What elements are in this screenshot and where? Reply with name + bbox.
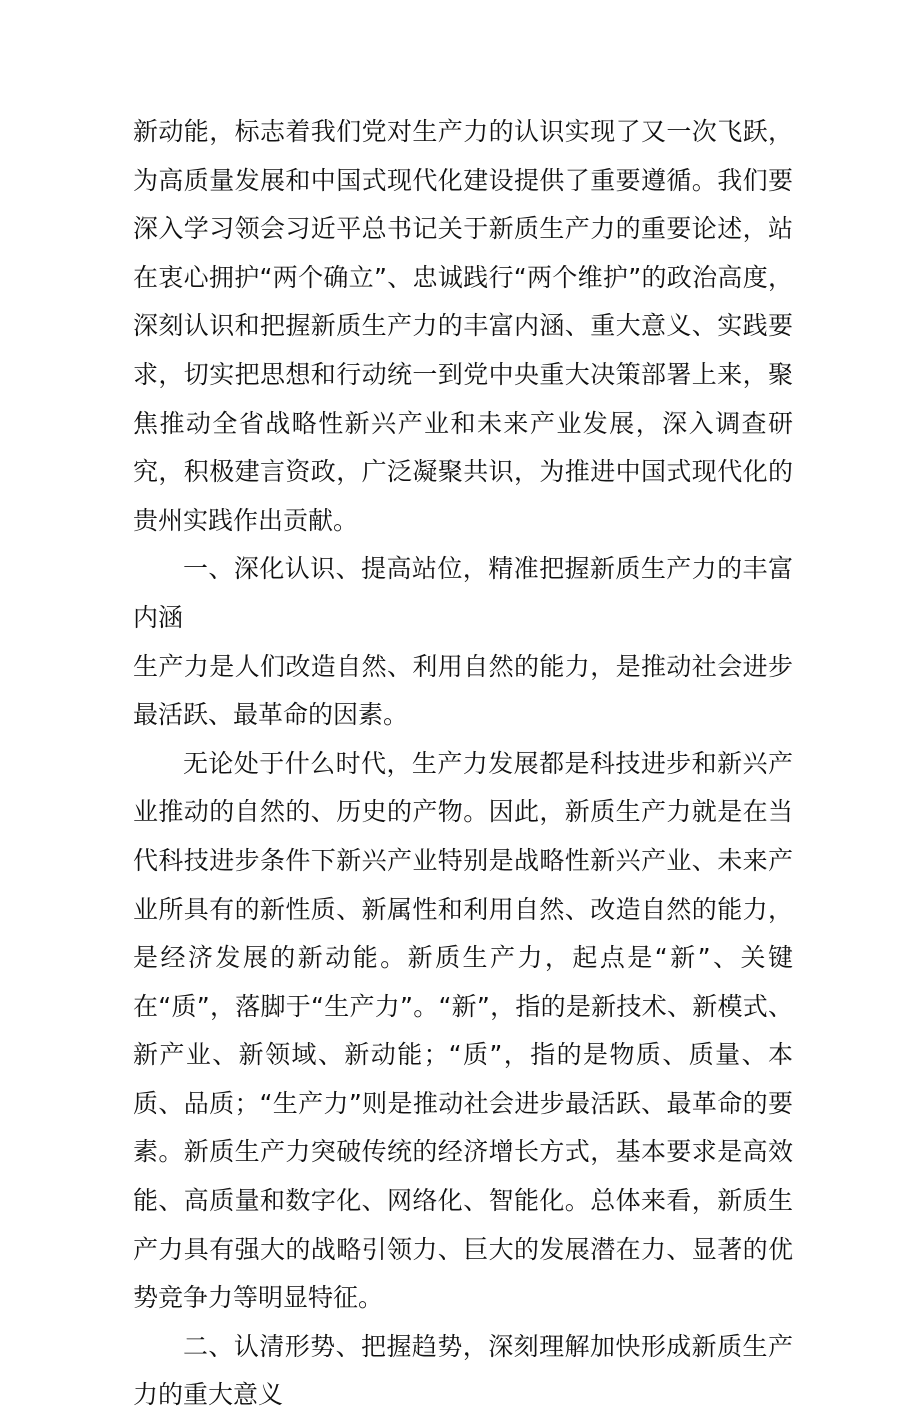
document-body [133, 108, 793, 1420]
section-heading-2: 二、认清形势、把握趋势，深刻理解加快形成新质生产力的重大意义 [133, 1331, 793, 1410]
paragraph-new-quality-productivity: 无论处于什么时代，生产力发展都是科技进步和新兴产业推动的自然的、历史的产物。因此，新质生产力就是在当代科技进步条件下新兴产业特别是战略性新兴产业、未来产业所具有的新性质、新属性和利用自然、改造自然的能力，是经济发展的新动能。新质生产力，起点是“新”、关键在“质”，落脚于“生产力”。“新”，指的是新技术、新模式、新产业、新领域、新动能；“质”，指的是物质、质量、本质、品质；“生产力”则是推动社会进步最活跃、最革命的要素。新质生产力突破传统的经济增长方式，基本要求是高效能、高质量和数字化、网络化、智能化。总体来看，新质生产力具有强大的战略引领力、巨大的发展潜在力、显著的优势竞争力等明显特征。 [133, 748, 793, 1313]
section-heading-1: 一、深化认识、提高站位，精准把握新质生产力的丰富内涵 [133, 554, 793, 632]
paragraph-productivity-definition: 生产力是人们改造自然、利用自然的能力，是推动社会进步最活跃、最革命的因素。 [133, 651, 793, 730]
paragraph-continuation: 新动能，标志着我们党对生产力的认识实现了又一次飞跃，为高质量发展和中国式现代化建设提供了重要遵循。我们要深入学习领会习近平总书记关于新质生产力的重要论述，站在衷心拥护“两个确立”、忠诚践行“两个维护”的政治高度，深刻认识和把握新质生产力的丰富内涵、重大意义、实践要求，切实把思想和行动统一到党中央重大决策部署上来，聚焦推动全省战略性新兴产业和未来产业发展，深入调查研究，积极建言资政，广泛凝聚共识，为推进中国式现代化的贵州实践作出贡献。 [133, 117, 793, 535]
